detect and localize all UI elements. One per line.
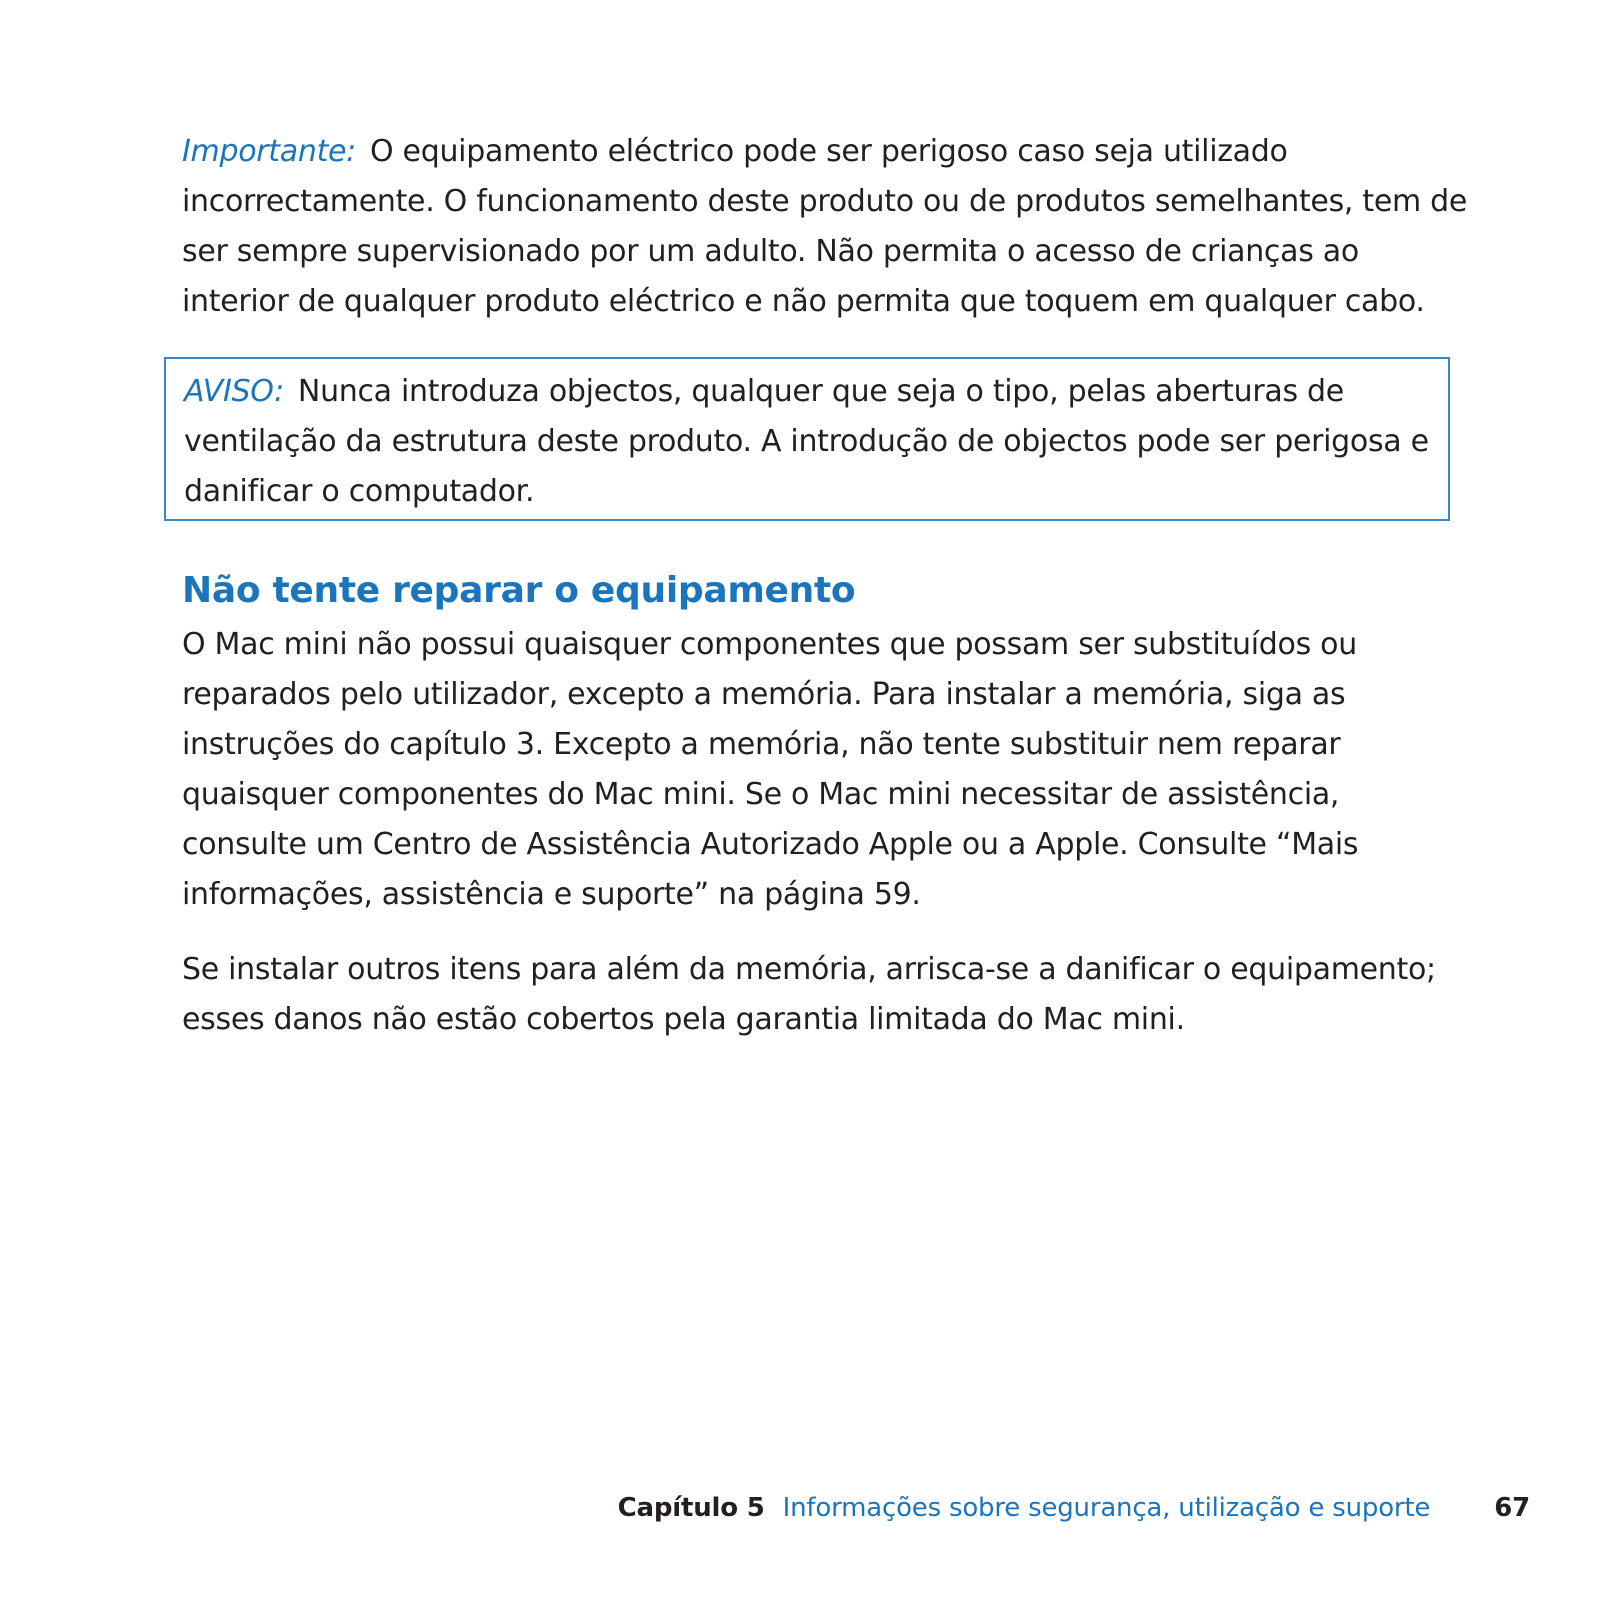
footer-chapter-title: Informações sobre segurança, utilização e suporte bbox=[782, 1493, 1431, 1523]
warning-text: Nunca introduza objectos, qualquer que seja o tipo, pelas aberturas de ventilação da estrutura deste produto. A introdução de objectos pode ser perigosa e danificar o computador. bbox=[184, 374, 1429, 509]
section-heading: Não tente reparar o equipamento bbox=[182, 570, 856, 611]
important-label: Importante: bbox=[182, 134, 356, 169]
page-footer bbox=[618, 1488, 1530, 1528]
footer-chapter: Capítulo 5 bbox=[617, 1493, 765, 1523]
page-number: 67 bbox=[1494, 1493, 1530, 1523]
body-paragraph: Se instalar outros itens para além da memória, arrisca-se a danificar o equipamento; esses danos não estão cobertos pela garantia limitada do Mac mini. bbox=[182, 952, 1436, 1037]
warning-label: AVISO: bbox=[184, 374, 284, 409]
important-text: O equipamento eléctrico pode ser perigoso caso seja utilizado incorrectamente. O funcionamento deste produto ou de produtos semelhantes, tem de ser sempre supervisionado por um adulto. Não permita o acesso de crianças ao interior de qualquer produto eléctrico e não permita que toquem em qualquer cabo. bbox=[182, 134, 1468, 319]
warning-note bbox=[184, 367, 1434, 517]
important-note bbox=[182, 127, 1472, 327]
warning-box bbox=[164, 357, 1450, 521]
body-paragraph: O Mac mini não possui quaisquer componentes que possam ser substituídos ou reparados pelo utilizador, excepto a memória. Para instalar a memória, siga as instruções do capítulo 3. Excepto a memória, não tente substituir nem reparar quaisquer componentes do Mac mini. Se o Mac mini necessitar de assistência, consulte um Centro de Assistência Autorizado Apple ou a Apple. Consulte “Mais informações, assistência e suporte” na página 59. bbox=[182, 627, 1359, 912]
